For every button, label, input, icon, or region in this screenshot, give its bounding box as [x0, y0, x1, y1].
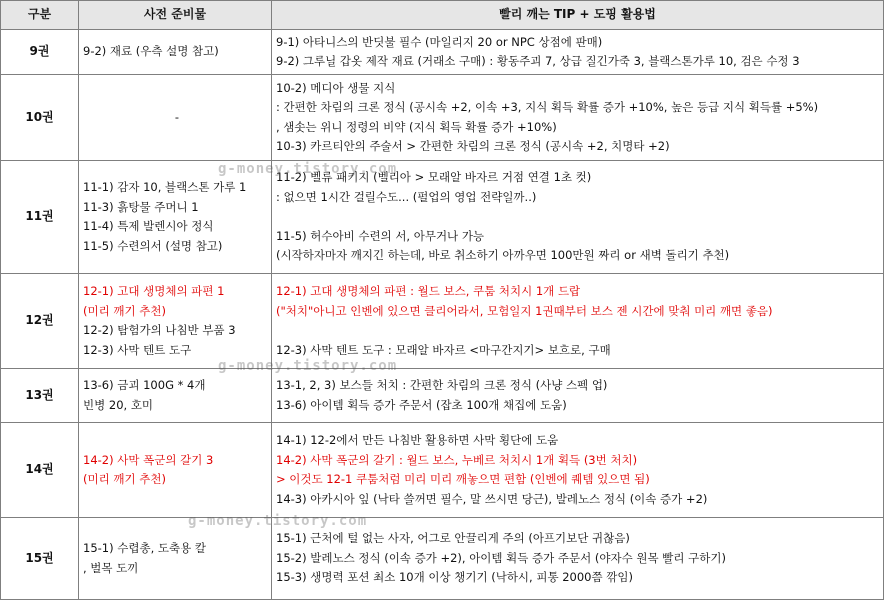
tip-line — [276, 207, 883, 227]
volume-cell: 11권 — [1, 161, 79, 274]
prep-cell — [79, 75, 272, 161]
tip-line: 14-2) 사막 폭군의 갈기 : 월드 보스, 누베르 처치시 1개 획득 (3번 처치) — [276, 452, 638, 467]
prep-line: 12-3) 사막 텐트 도구 — [83, 342, 192, 357]
watermark: g-money.tistory.com — [218, 161, 398, 177]
prep-line: , 벌목 도끼 — [83, 560, 139, 575]
prep-line: (미리 깨기 추천) — [83, 303, 166, 318]
prep-cell — [79, 518, 272, 600]
tip-line: 13-6) 아이템 획득 증가 주문서 (잡초 100개 채집에 도움) — [276, 397, 567, 412]
volume-cell: 15권 — [1, 518, 79, 600]
prep-line: (미리 깨기 추천) — [83, 472, 166, 486]
tip-line — [276, 321, 883, 341]
prep-line: 12-1) 고대 생명체의 파편 1 — [83, 284, 225, 298]
tip-line: 15-1) 근처에 털 없는 사자, 어그로 안끌리게 주의 (아프기보단 귀찮음) — [276, 531, 630, 546]
volume-cell: 12권 — [1, 274, 79, 369]
prep-cell — [79, 274, 272, 369]
tip-line: 15-3) 생명력 포션 최소 10개 이상 챙기기 (낙하시, 피통 2000쯤 깎임) — [276, 570, 633, 585]
tip-line: ("처치"아니고 인벤에 있으면 클리어라서, 모험일지 1권때부터 보스 젠 시간에 맞춰 미리 깨면 좋음) — [276, 303, 773, 318]
tip-line: 9-1) 아타니스의 반딧불 필수 (마일리지 20 or NPC 상점에 판매) — [276, 34, 603, 49]
tips-cell — [272, 30, 884, 75]
table-row — [1, 75, 884, 161]
volume-cell: 13권 — [1, 369, 79, 423]
header-prep: 사전 준비물 — [79, 1, 272, 30]
tip-line: 15-2) 발레노스 정식 (이속 증가 +2), 아이템 획득 증가 주문서 (야자수 원목 빨리 구하기) — [276, 550, 726, 565]
prep-line: 11-3) 흙탕물 주머니 1 — [83, 199, 199, 214]
tip-line: 14-1) 12-2에서 만든 나침반 활용하면 사막 횡단에 도움 — [276, 433, 559, 447]
tip-line: > 이것도 12-1 쿠툼처럼 미리 미리 깨놓으면 편함 (인벤에 퀘템 있으면 됨) — [276, 472, 650, 486]
tip-line: 11-2) 벨류 패키지 (벨리아 > 모래알 바자르 거점 연결 1초 컷) — [276, 170, 592, 185]
prep-line: 14-2) 사막 폭군의 갈기 3 — [83, 452, 214, 467]
tip-line: 12-3) 사막 텐트 도구 : 모래알 바자르 <마구간지기> 보흐로, 구매 — [276, 342, 611, 357]
prep-line: 11-4) 특제 발렌시아 정식 — [83, 219, 214, 233]
prep-line: 11-1) 감자 10, 블랙스톤 가루 1 — [83, 180, 247, 194]
tips-cell — [272, 518, 884, 600]
tips-cell — [272, 274, 884, 369]
prep-cell — [79, 423, 272, 518]
tips-cell — [272, 423, 884, 518]
header-row — [1, 1, 884, 30]
header-tips: 빨리 깨는 TIP + 도핑 활용법 — [272, 1, 884, 30]
prep-cell — [79, 369, 272, 423]
tip-line: 9-2) 그루닐 갑옷 제작 재료 (거래소 구매) : 황동주괴 7, 상급 질긴가죽 3, 블랙스톤가루 10, 검은 수정 3 — [276, 54, 800, 68]
tip-line: (시작하자마자 깨지긴 하는데, 바로 취소하기 아까우면 100만원 짜리 or 새벽 돌리기 추천) — [276, 248, 730, 263]
tip-line: 10-3) 카르티안의 주술서 > 간편한 차림의 크론 정식 (공시속 +2, 치명타 +2) — [276, 139, 670, 153]
volume-cell: 14권 — [1, 423, 79, 518]
header-category: 구분 — [1, 1, 79, 30]
tips-cell — [272, 161, 884, 274]
watermark: g-money.tistory.com — [188, 513, 368, 529]
prep-cell — [79, 161, 272, 274]
table-row — [1, 274, 884, 369]
table-row — [1, 423, 884, 518]
watermark: g-money.tistory.com — [218, 358, 398, 374]
prep-line: 15-1) 수렵총, 도축용 칼 — [83, 541, 206, 555]
volume-cell: 9권 — [1, 30, 79, 75]
table-row — [1, 369, 884, 423]
tips-cell — [272, 75, 884, 161]
tip-line: , 샘솟는 위니 정령의 비약 (지식 획득 확률 증가 +10%) — [276, 119, 557, 134]
tip-line: : 없으면 1시간 걸릴수도... (펄업의 영업 전략일까..) — [276, 189, 537, 204]
volume-cell: 10권 — [1, 75, 79, 161]
table-row — [1, 518, 884, 600]
tip-line: 14-3) 아카시아 잎 (낙타 쓸꺼면 필수, 말 쓰시면 당근), 발레노스 정식 (이속 증가 +2) — [276, 491, 708, 506]
prep-line: 11-5) 수련의서 (설명 참고) — [83, 238, 223, 253]
tips-cell — [272, 369, 884, 423]
prep-line: - — [174, 109, 180, 124]
tip-line: : 간편한 차림의 크론 정식 (공시속 +2, 이속 +3, 지식 획득 확률 증가 +10%, 높은 등급 지식 획득률 +5%) — [276, 100, 819, 114]
tip-line: 12-1) 고대 생명체의 파편 : 월드 보스, 쿠툼 처치시 1개 드랍 — [276, 284, 581, 298]
table-row — [1, 161, 884, 274]
prep-line: 12-2) 탐험가의 나침반 부품 3 — [83, 323, 236, 337]
tip-line: 11-5) 허수아비 수련의 서, 아무거나 가능 — [276, 228, 485, 243]
prep-cell — [79, 30, 272, 75]
prep-line: 13-6) 금괴 100G * 4개 — [83, 378, 206, 392]
prep-line: 9-2) 재료 (우측 설명 참고) — [83, 44, 219, 59]
prep-line: 빈병 20, 호미 — [83, 397, 154, 412]
tip-line: 10-2) 메디아 생물 지식 — [276, 80, 396, 95]
table-row — [1, 30, 884, 75]
tip-line: 13-1, 2, 3) 보스들 처치 : 간편한 차림의 크론 정식 (사냥 스펙 업) — [276, 378, 608, 392]
